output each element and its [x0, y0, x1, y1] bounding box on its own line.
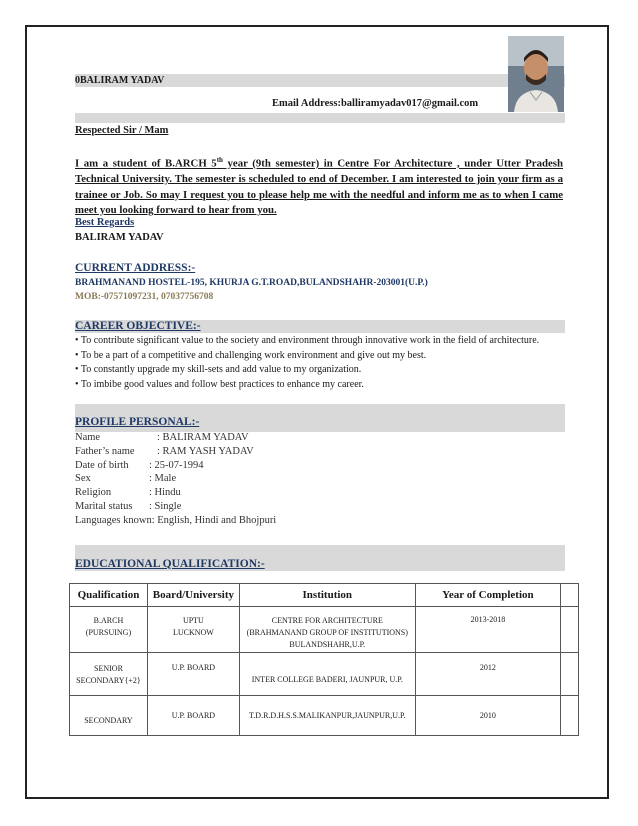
profile-label: Father’s name [75, 446, 135, 457]
profile-row-marital [75, 501, 181, 512]
cell-board: U.P. BOARD [147, 653, 239, 696]
objective-item: • To be a part of a competitive and challenging work environment and give out my best. [75, 349, 427, 361]
profile-row-father [75, 446, 254, 457]
profile-row-name [75, 432, 249, 443]
profile-label: Sex [75, 473, 91, 484]
header-band-2 [75, 113, 565, 123]
profile-value: : Male [149, 473, 177, 484]
salutation: Respected Sir / Mam [75, 125, 169, 136]
column-header-institution: Institution [239, 584, 415, 607]
objective-item: • To constantly upgrade my skill-sets and add value to my organization. [75, 364, 362, 375]
profile-photo [508, 36, 564, 112]
profile-value: : RAM YASH YADAV [157, 446, 254, 457]
cell-year: 2010 [415, 696, 560, 736]
table-row [70, 607, 579, 653]
table-row [70, 696, 579, 736]
closing: Best Regards [75, 217, 135, 228]
objective-item: • To contribute significant value to the society and environment through innovative work in the field of architecture. [75, 335, 540, 346]
objective-item: • To imbibe good values and follow best practices to enhance my career. [75, 378, 364, 390]
cell-qualification: SECONDARY [70, 696, 148, 736]
profile-row-dob [75, 460, 204, 471]
education-heading: EDUCATIONAL QUALIFICATION:- [75, 558, 265, 570]
languages-known: Languages known: English, Hindi and Bhojpuri [75, 515, 277, 526]
cell-institution: INTER COLLEGE BADERI, JAUNPUR, U.P. [239, 653, 415, 696]
cell-extra [561, 653, 579, 696]
profile-value: : Single [149, 501, 182, 512]
column-header-board: Board/University [147, 584, 239, 607]
cell-institution: T.D.R.D.H.S.S.MALIKANPUR,JAUNPUR,U.P. [239, 696, 415, 736]
portrait-image [508, 36, 564, 112]
profile-label: Name [75, 432, 101, 443]
column-header-extra [561, 584, 579, 607]
profile-heading: PROFILE PERSONAL:- [75, 416, 200, 428]
profile-row-religion [75, 487, 181, 498]
cell-extra [561, 696, 579, 736]
cell-year: 2012 [415, 653, 560, 696]
profile-value: : Hindu [149, 487, 181, 498]
objective-list [75, 334, 575, 392]
table-row [70, 653, 579, 696]
profile-label: Marital status [75, 501, 133, 512]
cell-qualification: SENIOR SECONDARY{+2} [70, 653, 148, 696]
cell-qualification: B.ARCH (PURSUING) [70, 607, 148, 653]
profile-label: Religion [75, 487, 112, 498]
profile-value: : 25-07-1994 [149, 460, 204, 471]
name-line: 0BALIRAM YADAV [75, 75, 165, 86]
address-line: BRAHMANAND HOSTEL-195, KHURJA G.T.ROAD,BULANDSHAHR-203001(U.P.) [75, 278, 428, 288]
cell-board: U.P. BOARD [147, 696, 239, 736]
column-header-year: Year of Completion [415, 584, 560, 607]
objective-heading: CAREER OBJECTIVE:- [75, 320, 201, 332]
profile-value: : BALIRAM YADAV [157, 432, 249, 443]
letter-body [75, 153, 563, 219]
profile-label: Date of birth [75, 460, 129, 471]
cell-institution: CENTRE FOR ARCHITECTURE (BRAHMANAND GROUP OF INSTITUTIONS) BULANDSHAHR,U.P. [239, 607, 415, 653]
signature: BALIRAM YADAV [75, 232, 164, 243]
table-header-row [70, 584, 579, 607]
cell-board: UPTU LUCKNOW [147, 607, 239, 653]
address-heading: CURRENT ADDRESS:- [75, 262, 196, 274]
mobile-numbers: MOB:-07571097231, 07037756708 [75, 292, 214, 302]
email-address: Email Address:balliramyadav017@gmail.com [272, 98, 479, 109]
education-table [69, 583, 579, 736]
letter-body-rest: year (9th semester) in Centre For Architecture , under Utter Pradesh Technical University. The semester is scheduled to end of December. I am interested to join your firm as a trainee or Job. So may I request you to please help me with the needful and inform me as to when I came meet you looking forward to hear from you. [75, 157, 563, 217]
letter-body-sup: th [216, 156, 223, 164]
profile-row-sex [75, 473, 176, 484]
letter-body-start: I am a student of B.ARCH 5 [75, 157, 217, 170]
cell-year: 2013-2018 [415, 607, 560, 653]
cell-extra [561, 607, 579, 653]
column-header-qualification: Qualification [70, 584, 148, 607]
